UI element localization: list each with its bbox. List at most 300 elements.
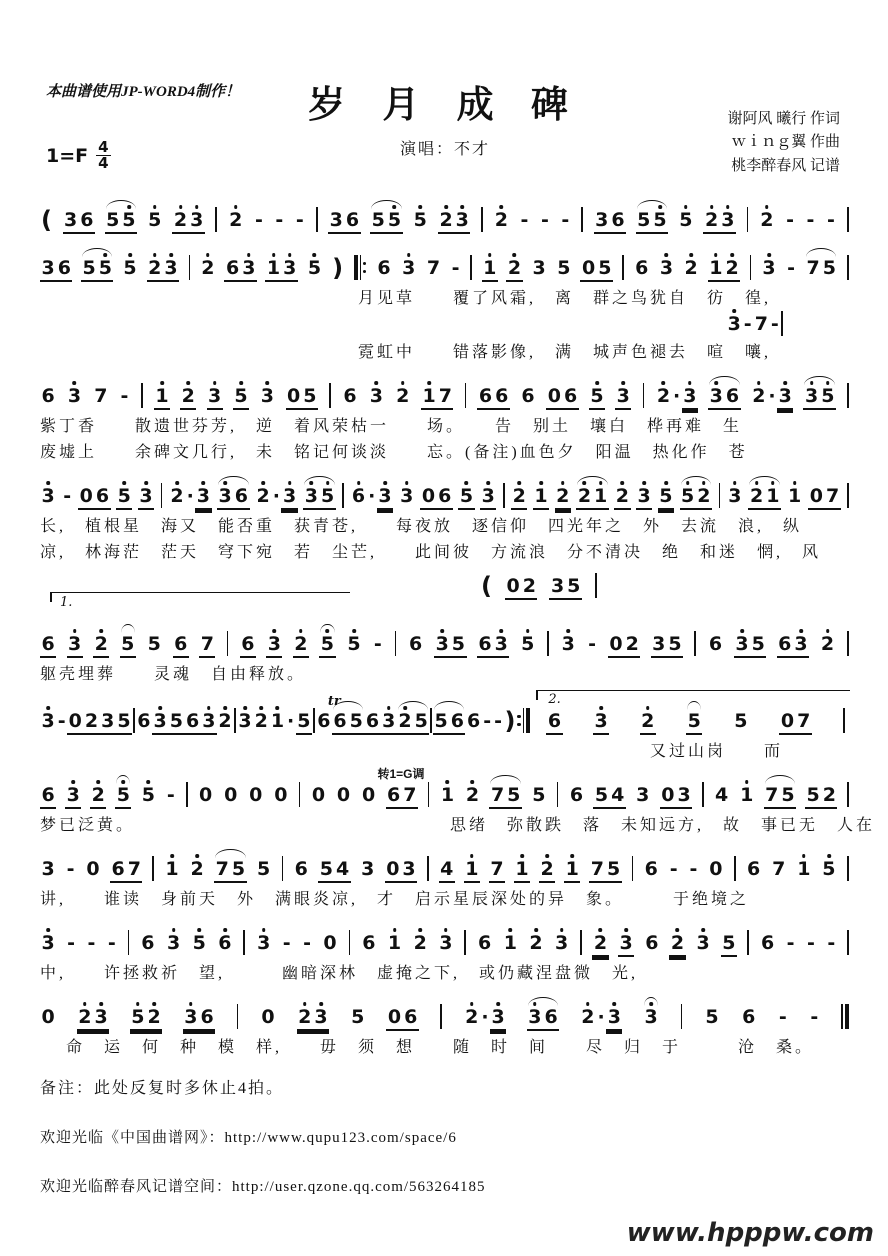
barline [642, 383, 646, 410]
note-digit: 5 [122, 250, 138, 282]
barline [546, 631, 550, 658]
note-token [593, 777, 625, 809]
note-digit: 6 [350, 478, 366, 510]
note-digit: 3 [695, 925, 711, 957]
octave-dot [444, 928, 448, 932]
music-system-9 [40, 915, 850, 983]
time-signature: $\frac{4}{4}$ [98, 138, 109, 172]
note-token [438, 202, 470, 234]
note-digit: 3 [793, 626, 809, 658]
note-token [376, 250, 392, 282]
note-digit: 2 [759, 202, 775, 234]
note-token [119, 378, 130, 410]
note-token [318, 851, 350, 883]
note-token [779, 703, 811, 735]
note-digit: 3 [708, 378, 724, 410]
note-digit: 1 [482, 250, 498, 282]
note-token [658, 250, 674, 282]
slur-arc [218, 476, 248, 485]
note-token [86, 925, 97, 957]
notes-row [40, 616, 850, 658]
note-token [464, 777, 480, 809]
note-token [399, 478, 415, 510]
note-digit: 7 [437, 378, 453, 410]
note-token [269, 703, 295, 735]
note-digit: 2 [511, 478, 527, 510]
note-token [56, 703, 67, 735]
note-digit: 2 [77, 999, 93, 1031]
note-token [105, 202, 137, 234]
note-digit: 5 [168, 703, 184, 735]
note-digit: - [669, 858, 678, 880]
note-token [412, 925, 428, 957]
note-token [77, 999, 109, 1031]
octave-dot [733, 481, 737, 485]
note-digit: 6 [742, 1006, 756, 1028]
note-token [634, 250, 650, 282]
note-token [65, 851, 76, 883]
octave-dot [261, 481, 265, 485]
note-token [644, 925, 660, 957]
note-token [368, 378, 384, 410]
note-digit: 1 [269, 703, 285, 735]
note-token [560, 202, 571, 234]
note-digit: 3 [734, 626, 750, 658]
octave-dot [701, 928, 705, 932]
note-token [769, 306, 780, 338]
octave-dot [46, 706, 50, 710]
note-token [514, 851, 530, 883]
note-token [643, 999, 659, 1031]
note-digit: 2 [172, 202, 188, 234]
note-token [450, 250, 461, 282]
octave-dot [689, 253, 693, 257]
note-token [120, 626, 136, 658]
note-token [786, 250, 797, 282]
octave-dot [827, 854, 831, 858]
note-digit: 6 [40, 777, 56, 809]
note-digit: 2 [464, 777, 480, 809]
note-token [777, 626, 809, 658]
note-token [322, 925, 338, 957]
note-digit: 7 [754, 313, 768, 335]
note-digit: 3 [643, 999, 659, 1031]
note-token [556, 250, 572, 282]
barline [842, 708, 846, 735]
barline [579, 930, 583, 957]
note-digit: 0 [86, 858, 100, 880]
barline [236, 1004, 240, 1031]
note-token [761, 250, 777, 282]
note-digit: · [597, 1006, 605, 1028]
note-digit: 5 [302, 378, 318, 410]
lyric-line: 又过山岗 而 [650, 743, 784, 760]
note-token [164, 851, 180, 883]
note-digit: 6 [56, 250, 72, 282]
note-digit: 3 [560, 626, 576, 658]
note-token [183, 999, 215, 1031]
note-digit: - [494, 710, 502, 732]
lyric-line: 躯壳埋葬 灵魂 自由释放。 [40, 666, 307, 683]
barline [631, 856, 635, 883]
note-token [477, 925, 493, 957]
note-digit: 3 [40, 250, 56, 282]
note-digit: 5 [680, 478, 696, 510]
barline [846, 631, 850, 658]
barline [426, 856, 430, 883]
music-system-6 [40, 690, 850, 761]
note-digit: 3 [195, 478, 211, 510]
note-digit: 0 [546, 378, 562, 410]
octave-dot [213, 381, 217, 385]
note-digit: 6 [141, 932, 155, 954]
note-token [825, 202, 836, 234]
octave-dot [206, 253, 210, 257]
music-system-3 [40, 368, 850, 462]
octave-dot [486, 481, 490, 485]
note-token [589, 851, 621, 883]
note-digit: 2 [395, 378, 411, 410]
octave-dot [144, 481, 148, 485]
octave-dot [418, 928, 422, 932]
note-digit: 0 [311, 784, 326, 806]
octave-dot [197, 928, 201, 932]
note-token [458, 478, 474, 510]
note-token [785, 925, 796, 957]
note-digit: 7 [806, 257, 820, 279]
octave-dot [273, 629, 277, 633]
note-digit: 2 [146, 999, 162, 1031]
note-token [412, 202, 428, 234]
volta-tick [50, 593, 52, 602]
note-digit: 1 [502, 925, 518, 957]
note-token [826, 925, 837, 957]
note-token [286, 378, 318, 410]
note-token [274, 202, 285, 234]
octave-dot [465, 481, 469, 485]
note-token [198, 777, 214, 809]
note-token [751, 378, 794, 410]
octave-dot [714, 253, 718, 257]
note-token [397, 703, 429, 735]
slur-arc [121, 624, 135, 633]
note-digit: 3 [594, 202, 610, 234]
note-token [65, 777, 81, 809]
octave-dot [444, 205, 448, 209]
note-digit: - [107, 932, 116, 954]
octave-dot [496, 1002, 500, 1006]
octave-dot [128, 253, 132, 257]
note-token [395, 378, 411, 410]
note-digit: - [561, 209, 570, 231]
octave-dot [195, 854, 199, 858]
note-digit: 3 [636, 784, 650, 806]
octave-dot [170, 854, 174, 858]
note-token [688, 851, 699, 883]
note-token [302, 925, 313, 957]
note-token [116, 478, 132, 510]
note-token [608, 626, 640, 658]
note-token [256, 925, 272, 957]
note-digit: 5 [678, 202, 694, 234]
octave-dot [599, 706, 603, 710]
note-digit: 2 [576, 478, 592, 510]
note-digit: - [63, 485, 72, 507]
octave-dot [499, 629, 503, 633]
note-digit: 6 [724, 378, 740, 410]
lyric-line: 中, 许拯救祈 望, 幽暗深林 虚掩之下, 或仍藏涅盘微 光, [40, 965, 639, 982]
music-system-10 [40, 989, 850, 1057]
note-digit: 2 [703, 202, 719, 234]
note-digit: 6 [708, 633, 723, 655]
note-digit: 3 [266, 626, 282, 658]
note-digit: 2 [180, 378, 196, 410]
notes-row [40, 192, 850, 234]
note-digit: 1 [386, 925, 402, 957]
note-digit: 2 [696, 478, 712, 510]
note-token [199, 626, 215, 658]
note-token [734, 626, 766, 658]
barline [693, 631, 697, 658]
volta-1-bracket [50, 592, 350, 610]
note-digit: 7 [796, 703, 812, 735]
note-digit: 3 [658, 250, 674, 282]
note-digit: 2 [293, 626, 309, 658]
note-digit: 3 [63, 202, 79, 234]
note-digit: 2 [655, 378, 671, 410]
octave-dot [621, 481, 625, 485]
note-digit: - [806, 209, 815, 231]
note-digit: 6 [449, 703, 465, 735]
note-token [93, 378, 109, 410]
note-digit: - [827, 932, 836, 954]
octave-dot [570, 854, 574, 858]
barline [846, 856, 850, 883]
note-digit: 2 [521, 568, 537, 600]
note-digit: - [588, 633, 597, 655]
note-digit: 6 [546, 703, 562, 735]
note-digit: 2 [506, 250, 522, 282]
note-digit: 3 [40, 478, 56, 510]
octave-dot [223, 706, 227, 710]
note-token [592, 925, 608, 957]
note-digit: 3 [682, 378, 698, 410]
note-digit: 2 [528, 925, 544, 957]
octave-dot [826, 629, 830, 633]
note-token [489, 851, 505, 883]
barline [315, 207, 319, 234]
note-digit: 6 [343, 385, 357, 407]
note-token [40, 999, 56, 1031]
note-token [240, 626, 256, 658]
note-digit: 5 [233, 378, 249, 410]
note-token [593, 703, 609, 735]
note-digit: 2 [555, 478, 571, 510]
note-token [733, 703, 749, 735]
octave-dot [401, 381, 405, 385]
note-digit: 3 [201, 703, 217, 735]
note-digit: 6 [635, 257, 649, 279]
note-digit: 3 [66, 378, 82, 410]
note-digit: 6 [184, 703, 200, 735]
note-digit: 6 [41, 385, 55, 407]
note-digit: 5 [734, 710, 748, 732]
note-token [297, 999, 329, 1031]
note-token [360, 777, 376, 809]
note-digit: - [786, 932, 795, 954]
note-token [90, 777, 106, 809]
note-digit: 6 [409, 633, 423, 655]
music-systems [40, 192, 876, 1057]
notes-row [40, 767, 850, 809]
octave-dot [710, 205, 714, 209]
note-digit: 1 [533, 478, 549, 510]
note-token [480, 478, 496, 510]
note-token [350, 478, 393, 510]
notes-row [40, 841, 850, 883]
note-digit: - [303, 932, 311, 954]
note-token [683, 250, 699, 282]
note-token [803, 378, 835, 410]
octave-dot [73, 629, 77, 633]
note-token [408, 626, 424, 658]
note-token [576, 478, 608, 510]
note-token [63, 202, 95, 234]
note-digit: 3 [615, 378, 631, 410]
note-digit: 6 [466, 710, 481, 732]
note-token [122, 250, 138, 282]
note-digit: 3 [241, 250, 257, 282]
barline [298, 782, 302, 809]
note-token [217, 925, 233, 957]
octave-dot [262, 928, 266, 932]
note-digit: 2 [493, 202, 509, 234]
note-token [273, 777, 289, 809]
note-digit: 3 [401, 250, 417, 282]
note-token [255, 851, 271, 883]
note-digit: 5 [115, 777, 131, 809]
octave-dot [676, 928, 680, 932]
note-token [505, 568, 537, 600]
note-token [78, 478, 110, 510]
barline [746, 207, 750, 234]
octave-dot [288, 253, 292, 257]
octave-dot [740, 629, 744, 633]
note-token [40, 626, 56, 658]
note-digit: 2 [93, 626, 109, 658]
note-token [331, 250, 344, 282]
octave-dot [223, 928, 227, 932]
note-token [614, 478, 630, 510]
note-token [482, 703, 493, 735]
barline [281, 856, 285, 883]
note-token [207, 378, 223, 410]
note-digit: 3 [377, 478, 393, 510]
note-token [420, 478, 452, 510]
octave-dot [160, 381, 164, 385]
barline [427, 782, 431, 809]
octave-dot [186, 381, 190, 385]
note-digit: · [186, 485, 194, 507]
note-digit: 1 [164, 851, 180, 883]
note-token [714, 777, 730, 809]
lyric-line: 霓虹中 错落影像, 满 城声色褪去 喧 嚷, [358, 344, 772, 361]
note-digit: 5 [566, 568, 582, 600]
note-digit: 5 [593, 777, 609, 809]
note-digit: 0 [336, 784, 351, 806]
note-token [589, 378, 605, 410]
octave-dot [243, 706, 247, 710]
octave-dot [526, 629, 530, 633]
note-token [360, 851, 376, 883]
octave-dot [446, 780, 450, 784]
note-digit: 2 [169, 478, 185, 510]
octave-dot [599, 928, 603, 932]
octave-dot [393, 928, 397, 932]
barline [680, 1004, 684, 1031]
note-token [259, 378, 275, 410]
note-token [708, 378, 740, 410]
octave-dot [613, 1002, 617, 1006]
octave-dot [624, 928, 628, 932]
note-token [110, 851, 142, 883]
note-digit: 3 [152, 703, 168, 735]
octave-dot [202, 481, 206, 485]
note-digit: 3 [40, 925, 56, 957]
note-digit: 1 [564, 851, 580, 883]
note-token [224, 250, 256, 282]
note-token [464, 999, 507, 1031]
note-digit: 5 [319, 478, 335, 510]
note-digit: - [520, 209, 529, 231]
note-digit: - [451, 257, 460, 279]
note-token [651, 626, 683, 658]
octave-dot [665, 253, 669, 257]
note-token [635, 777, 651, 809]
octave-dot [642, 481, 646, 485]
note-digit: 6 [224, 250, 240, 282]
note-digit: 3 [368, 378, 384, 410]
note-token [40, 777, 56, 809]
note-digit: 5 [140, 777, 156, 809]
note-token [327, 694, 364, 735]
note-digit: 1 [708, 250, 724, 282]
note-digit: 5 [450, 626, 466, 658]
note-digit: 3 [761, 250, 777, 282]
note-digit: - [275, 209, 284, 231]
note-digit: - [786, 209, 794, 231]
note-digit: 3 [207, 378, 223, 410]
note-digit: 3 [777, 378, 793, 410]
note-token [62, 478, 73, 510]
note-digit: - [57, 710, 66, 732]
note-digit: 5 [348, 703, 364, 735]
note-digit: - [66, 858, 75, 880]
note-digit: 3 [165, 925, 181, 957]
octave-dot [247, 253, 251, 257]
note-digit: 3 [381, 703, 397, 735]
note-digit: 0 [580, 250, 596, 282]
note-token [546, 378, 578, 410]
parenthesis: ) [332, 254, 344, 282]
note-digit: 5 [822, 257, 836, 279]
note-token [115, 777, 131, 809]
music-system-4 [40, 468, 850, 562]
note-token [200, 250, 216, 282]
note-digit: 6 [217, 925, 233, 957]
composer-credit: ｗｉｎｇ翼 作曲 [731, 134, 840, 151]
note-digit: - [282, 932, 291, 954]
